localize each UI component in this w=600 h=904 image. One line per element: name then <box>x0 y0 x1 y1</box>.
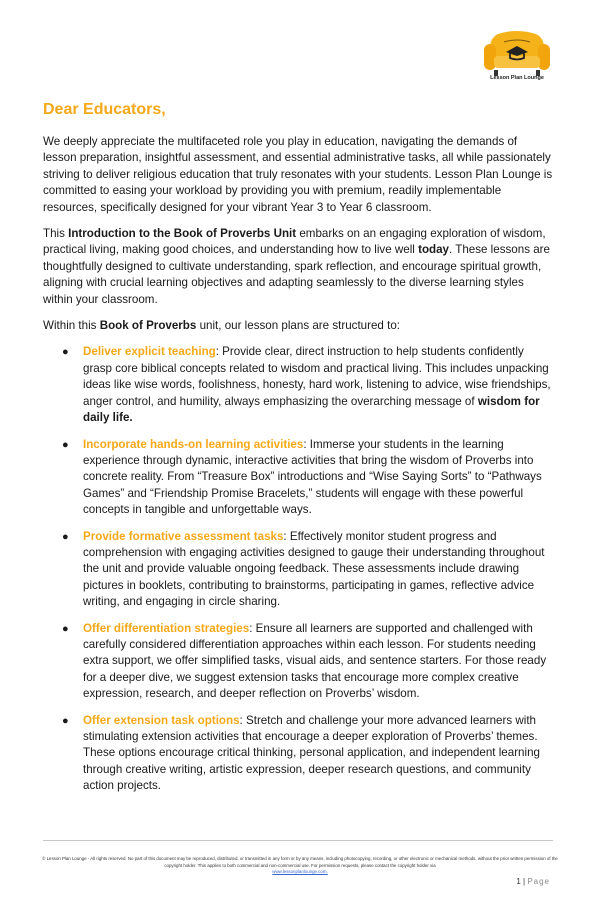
unit-text-pre: This <box>43 227 69 241</box>
greeting-heading: Dear Educators, <box>43 101 166 118</box>
item-title: Deliver explicit teaching <box>83 345 216 359</box>
bullet-icon: ● <box>62 622 69 635</box>
footer-divider <box>43 840 553 841</box>
bullet-icon: ● <box>62 346 69 359</box>
lesson-structure-list <box>43 344 553 794</box>
item-emphasis: wisdom for daily life. <box>83 394 540 425</box>
item-title: Offer differentiation strategies <box>83 621 250 635</box>
sofa-logo-icon <box>484 30 550 78</box>
list-item <box>43 713 553 795</box>
structure-text-post: unit, our lesson plans are structured to: <box>196 319 400 333</box>
item-text: : Effectively monitor student progress and comprehension with engaging activities designed to gauge their understanding throughout the unit and provide valuable ongoing feedback. These assessments include drawing pictures in booklets, contributing to brainstorms, participating in games, reflective advice writing, and engaging in circle sharing. <box>83 529 545 609</box>
page-number-value: 1 <box>516 877 521 886</box>
unit-text-mid: embarks on an engaging exploration of wisdom, practical living, making good choices, and understanding how to live well <box>43 227 546 257</box>
list-item <box>43 529 553 611</box>
logo-text: Lesson Plan Lounge <box>490 75 544 81</box>
structure-text-pre: Within this <box>43 319 100 333</box>
intro-paragraph: We deeply appreciate the multifaceted role you play in education, navigating the demands of lesson preparation, insightful assessment, and essential administrative tasks, all while passionately striving to deliver religious education that truly resonates with your students. Lesson Plan Lounge is committed to easing your workload by providing you with premium, readily implementable resources, specifically designed for your vibrant Year 3 to Year 6 classroom. <box>43 135 553 214</box>
page-number: 1 | Page <box>516 877 550 886</box>
unit-emphasis: today <box>418 243 449 257</box>
letter-body <box>43 134 553 805</box>
page-label: Page <box>527 877 550 886</box>
bullet-icon: ● <box>62 714 69 727</box>
list-item <box>43 344 553 426</box>
item-text: : Ensure all learners are supported and challenged with carefully considered differentiation approaches within each lesson. For students needing extra support, we offer simplified tasks, visual aids, and sentence starters. For those ready for a deeper dive, we suggest extension tasks that encourage more complex creative expression, research, and deeper reflection on Proverbs’ wisdom. <box>83 621 547 701</box>
item-text: : Provide clear, direct instruction to help students confidently grasp core biblical concepts related to wisdom and practical living. This includes unpacking ideas like wise words, foolishness, honesty, hard work, listening to advice, wise friendships, anger control, and humility, always emphasizing the overarching message of <box>83 345 551 408</box>
list-item <box>43 621 553 703</box>
structure-unit-name: Book of Proverbs <box>99 319 197 333</box>
structure-paragraph <box>43 318 553 334</box>
bullet-icon: ● <box>62 438 69 451</box>
footer-copyright <box>40 856 560 876</box>
list-item <box>43 437 553 519</box>
item-text: : Immerse your students in the learning experience through dynamic, interactive activities that bring the wisdom of Proverbs into concrete reality. From “Treasure Box” introductions and “Wise Saying Sorts” to “Pathways Games” and “Friendship Promise Bracelets,” students will engage with these powerful concepts in tangible and unforgettable ways. <box>83 437 542 517</box>
copyright-text: © Lesson Plan Lounge - All rights reserved. No part of this document may be reproduced, distributed, or transmitted in any form or by any means, including photocopying, recording, or other electronic or mechanical methods, without the prior written permission of the copyright holder. This applies to both commercial and non-commercial use. For permission requests, please contact the copyright holder via <box>42 856 558 868</box>
unit-text-post: . These lessons are thoughtfully designed to cultivate understanding, spark reflection, and encourage spiritual growth, aligning with crucial learning objectives and adapting seamlessly to the diverse learning styles within your classroom. <box>43 243 550 306</box>
bullet-icon: ● <box>62 530 69 543</box>
item-title: Offer extension task options <box>83 713 240 727</box>
unit-title: Introduction to the Book of Proverbs Unit <box>68 227 297 241</box>
item-title: Incorporate hands-on learning activities <box>83 437 304 451</box>
unit-paragraph <box>43 226 553 308</box>
website-link[interactable]: www.lessonplanlounge.com. <box>272 869 328 875</box>
item-title: Provide formative assessment tasks <box>83 529 284 543</box>
item-text: : Stretch and challenge your more advanced learners with stimulating extension activities that encourage a deeper exploration of Proverbs’ themes. These options encourage critical thinking, personal application, and independent learning through creative writing, artistic expression, deeper research questions, and community action projects. <box>83 713 540 793</box>
